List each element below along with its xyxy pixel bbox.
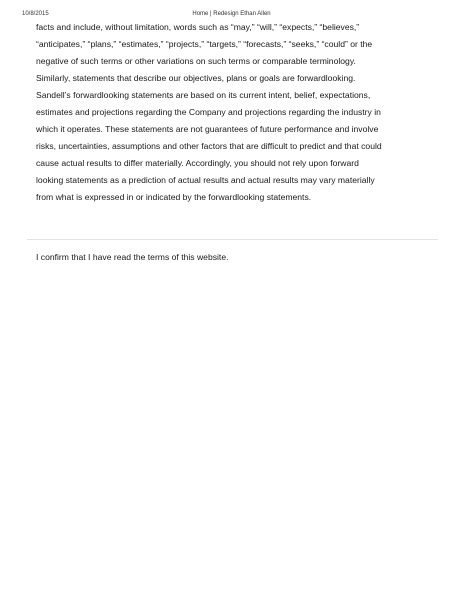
print-page-title: Home | Redesign Ethan Allen (192, 11, 271, 17)
disclaimer-line: Similarly, statements that describe our objectives, plans or goals are forwardlooking. (36, 73, 356, 83)
disclaimer-line: negative of such terms or other variations on such terms or comparable terminology. (36, 56, 356, 66)
confirm-terms-text: I confirm that I have read the terms of this website. (36, 252, 229, 262)
disclaimer-line: from what is expressed in or indicated by the forwardlooking statements. (36, 192, 312, 202)
disclaimer-line: estimates and projections regarding the Company and projections regarding the industry in (36, 107, 381, 117)
disclaimer-line: risks, uncertainties, assumptions and other factors that are difficult to predict and that could (36, 141, 382, 151)
disclaimer-line: which it operates. These statements are not guarantees of future performance and involve (36, 124, 379, 134)
disclaimer-line: looking statements as a prediction of actual results and actual results may vary materially (36, 175, 375, 185)
disclaimer-line: cause actual results to differ materially. Accordingly, you should not rely upon forward (36, 158, 359, 168)
disclaimer-line: facts and include, without limitation, words such as “may,” “will,” “expects,” “believes,” (36, 22, 360, 32)
section-divider (27, 239, 438, 240)
disclaimer-line: “anticipates,” “plans,” “estimates,” “projects,” “targets,” “forecasts,” “seeks,” “could” or the (36, 39, 373, 49)
disclaimer-line: Sandell’s forwardlooking statements are based on its current intent, belief, expectations, (36, 90, 371, 100)
print-date: 10/8/2015 (22, 11, 49, 17)
disclaimer-text (36, 19, 428, 206)
